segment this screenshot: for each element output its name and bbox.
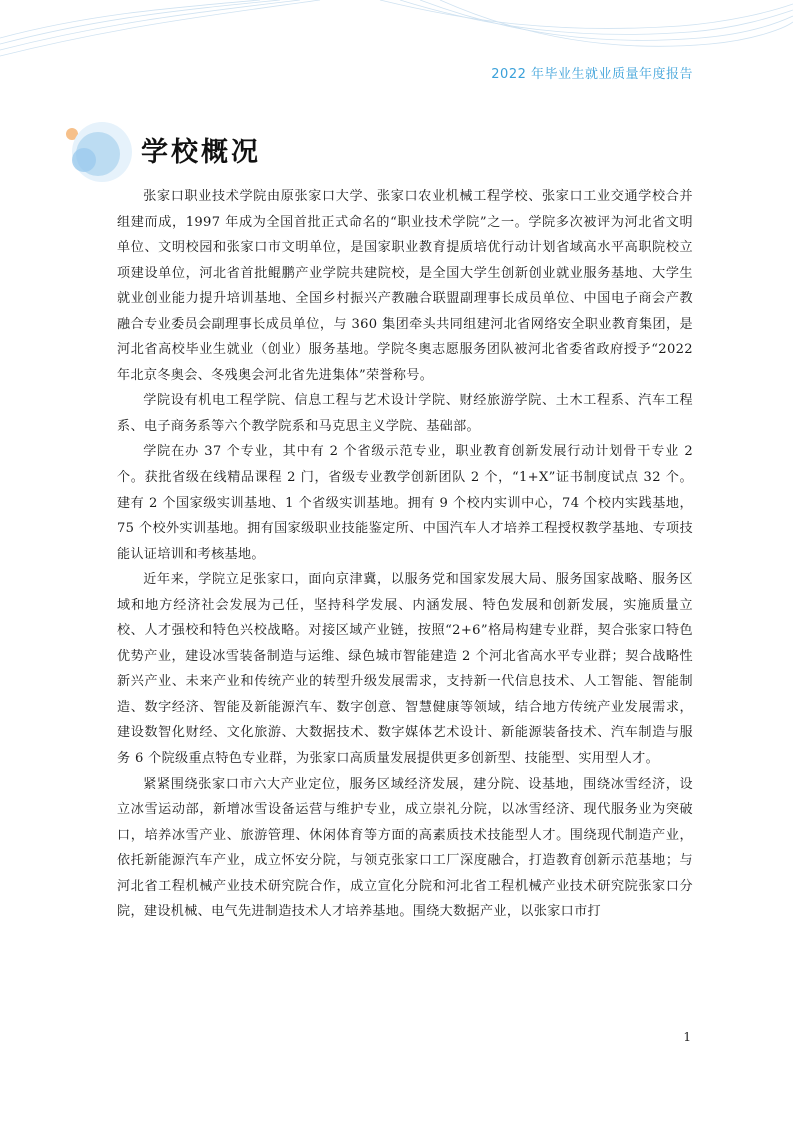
- page-number: 1: [683, 1030, 691, 1044]
- paragraph: 张家口职业技术学院由原张家口大学、张家口农业机械工程学校、张家口工业交通学校合并组建而成，1997 年成为全国首批正式命名的“职业技术学院”之一。学院多次被评为河北省文明单位、文明校园和张家口市文明单位，是国家职业教育提质培优行动计划省域高水平高职院校立项建设单位，河北省首批鲲鹏产业学院共建院校，是全国大学生创新创业就业服务基地、大学生就业创业能力提升培训基地、全国乡村振兴产教融合联盟副理事长成员单位、中国电子商会产教融合专业委员会副理事长成员单位，与 360 集团牵头共同组建河北省网络安全职业教育集团，是河北省高校毕业生就业（创业）服务基地。学院冬奥志愿服务团队被河北省委省政府授予“2022 年北京冬奥会、冬残奥会河北省先进集体”荣誉称号。: [117, 189, 693, 383]
- title-circle-decoration: [60, 118, 140, 188]
- header-wave-decoration: [0, 0, 793, 60]
- paragraph: 学院在办 37 个专业，其中有 2 个省级示范专业，职业教育创新发展行动计划骨干专业 2 个。获批省级在线精品课程 2 门，省级专业教学创新团队 2 个，“1+X”证书制度试点 32 个。建有 2 个国家级实训基地、1 个省级实训基地。拥有 9 个校内实训中心，74 个校内实践基地，75 个校外实训基地。拥有国家级职业技能鉴定所、中国汽车人才培养工程授权教学基地、专项技能认证培训和考核基地。: [117, 444, 693, 562]
- paragraph: 学院设有机电工程学院、信息工程与艺术设计学院、财经旅游学院、土木工程系、汽车工程系、电子商务系等六个教学院系和马克思主义学院、基础部。: [117, 393, 693, 434]
- section-title: 学校概况: [141, 137, 261, 168]
- report-header-title: 2022 年毕业生就业质量年度报告: [491, 67, 693, 82]
- paragraph: 近年来，学院立足张家口，面向京津冀，以服务党和国家发展大局、服务国家战略、服务区域和地方经济社会发展为己任，坚持科学发展、内涵发展、特色发展和创新发展，实施质量立校、人才强校和特色兴校战略。对接区域产业链，按照“2+6”格局构建专业群，契合张家口特色优势产业，建设冰雪装备制造与运维、绿色城市智能建造 2 个河北省高水平专业群；契合战略性新兴产业、未来产业和传统产业的转型升级发展需求，支持新一代信息技术、人工智能、智能制造、数字经济、智能及新能源汽车、数字创意、智慧健康等领域，结合地方传统产业发展需求，建设数智化财经、文化旅游、大数据技术、数字媒体艺术设计、新能源装备技术、汽车制造与服务 6 个院级重点特色专业群，为张家口高质量发展提供更多创新型、技能型、实用型人才。: [117, 572, 693, 767]
- body-text: [117, 184, 693, 925]
- paragraph: 紧紧围绕张家口市六大产业定位，服务区域经济发展，建分院、设基地，围绕冰雪经济，设立冰雪运动部，新增冰雪设备运营与维护专业，成立崇礼分院，以冰雪经济、现代服务业为突破口，培养冰雪产业、旅游管理、休闲体育等方面的高素质技术技能型人才。围绕现代制造产业，依托新能源汽车产业，成立怀安分院，与领克张家口工厂深度融合，打造教育创新示范基地；与河北省工程机械产业技术研究院合作，成立宣化分院和河北省工程机械产业技术研究院张家口分院，建设机械、电气先进制造技术人才培养基地。围绕大数据产业，以张家口市打: [117, 776, 693, 920]
